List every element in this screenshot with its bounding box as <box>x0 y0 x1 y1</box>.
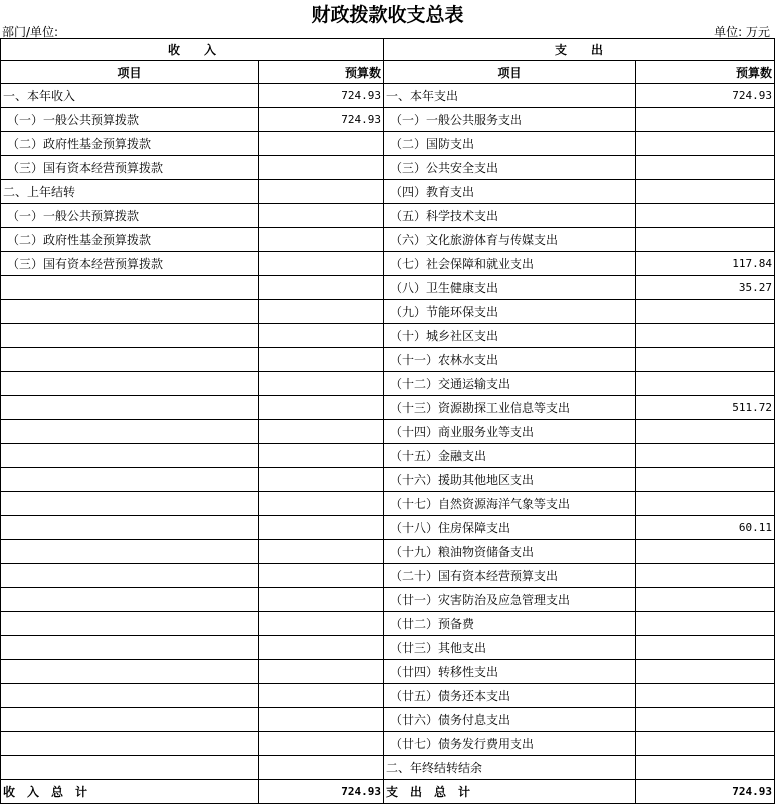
expense-value-cell <box>636 564 775 588</box>
expense-item-cell: （廿七）债务发行费用支出 <box>384 732 636 756</box>
income-item-cell <box>1 300 259 324</box>
income-item-cell <box>1 756 259 780</box>
expense-value-cell <box>636 324 775 348</box>
income-value-cell <box>259 564 384 588</box>
expense-item-cell: （二十）国有资本经营预算支出 <box>384 564 636 588</box>
income-value-cell: 724.93 <box>259 108 384 132</box>
income-item-cell: （二）政府性基金预算拨款 <box>1 228 259 252</box>
income-item-cell <box>1 444 259 468</box>
income-item-cell <box>1 276 259 300</box>
expense-value-cell <box>636 636 775 660</box>
income-value-cell <box>259 540 384 564</box>
income-item-cell <box>1 588 259 612</box>
table-row <box>1 300 775 324</box>
expense-value-cell <box>636 300 775 324</box>
table-row <box>1 348 775 372</box>
expense-item-cell: （十二）交通运输支出 <box>384 372 636 396</box>
income-value-cell <box>259 396 384 420</box>
income-value-cell <box>259 372 384 396</box>
income-budget-header: 预算数 <box>259 61 384 84</box>
table-row <box>1 156 775 180</box>
expense-value-cell <box>636 684 775 708</box>
table-row <box>1 276 775 300</box>
expense-item-header: 项目 <box>384 61 636 84</box>
expense-item-cell: （六）文化旅游体育与传媒支出 <box>384 228 636 252</box>
income-item-cell: 二、上年结转 <box>1 180 259 204</box>
income-item-cell <box>1 540 259 564</box>
income-value-cell <box>259 756 384 780</box>
table-row <box>1 420 775 444</box>
expense-value-cell <box>636 540 775 564</box>
expense-item-cell: （十九）粮油物资储备支出 <box>384 540 636 564</box>
table-row <box>1 372 775 396</box>
expense-value-cell <box>636 708 775 732</box>
income-item-cell <box>1 636 259 660</box>
income-value-cell <box>259 636 384 660</box>
table-row <box>1 204 775 228</box>
expense-value-cell <box>636 732 775 756</box>
expense-item-cell: （九）节能环保支出 <box>384 300 636 324</box>
expense-value-cell: 60.11 <box>636 516 775 540</box>
income-item-cell <box>1 324 259 348</box>
income-value-cell <box>259 324 384 348</box>
income-value-cell <box>259 516 384 540</box>
income-total-label: 收 入 总 计 <box>1 780 259 804</box>
expense-value-cell: 724.93 <box>636 84 775 108</box>
total-row <box>1 780 775 804</box>
income-value-cell <box>259 444 384 468</box>
table-row <box>1 684 775 708</box>
table-row <box>1 108 775 132</box>
income-value-cell <box>259 708 384 732</box>
table-row <box>1 612 775 636</box>
income-total-value: 724.93 <box>259 780 384 804</box>
income-item-cell: （二）政府性基金预算拨款 <box>1 132 259 156</box>
income-item-cell <box>1 492 259 516</box>
income-item-cell: （三）国有资本经营预算拨款 <box>1 252 259 276</box>
section-header-row <box>1 39 775 61</box>
expense-budget-header: 预算数 <box>636 61 775 84</box>
expense-total-value: 724.93 <box>636 780 775 804</box>
expense-value-cell <box>636 180 775 204</box>
table-row <box>1 180 775 204</box>
income-value-cell <box>259 276 384 300</box>
expense-item-cell: （廿一）灾害防治及应急管理支出 <box>384 588 636 612</box>
expense-value-cell <box>636 756 775 780</box>
expense-value-cell <box>636 468 775 492</box>
income-item-cell <box>1 348 259 372</box>
table-row <box>1 468 775 492</box>
income-item-cell: （三）国有资本经营预算拨款 <box>1 156 259 180</box>
budget-summary-table <box>0 38 775 804</box>
expense-value-cell: 511.72 <box>636 396 775 420</box>
department-label: 部门/单位: <box>2 25 59 39</box>
income-item-cell <box>1 420 259 444</box>
expense-item-cell: （四）教育支出 <box>384 180 636 204</box>
expense-value-cell <box>636 444 775 468</box>
table-body <box>1 84 775 780</box>
income-value-cell <box>259 660 384 684</box>
income-item-cell <box>1 396 259 420</box>
expense-item-cell: （十一）农林水支出 <box>384 348 636 372</box>
income-item-cell <box>1 612 259 636</box>
table-row <box>1 492 775 516</box>
income-item-cell <box>1 564 259 588</box>
income-item-cell: 一、本年收入 <box>1 84 259 108</box>
expense-item-cell: （五）科学技术支出 <box>384 204 636 228</box>
income-value-cell <box>259 492 384 516</box>
income-item-cell <box>1 708 259 732</box>
table-row <box>1 588 775 612</box>
expense-section-header: 支 出 <box>384 39 775 61</box>
expense-item-cell: （三）公共安全支出 <box>384 156 636 180</box>
expense-item-cell: （一）一般公共服务支出 <box>384 108 636 132</box>
table-row <box>1 132 775 156</box>
expense-value-cell: 35.27 <box>636 276 775 300</box>
table-row <box>1 564 775 588</box>
income-value-cell <box>259 420 384 444</box>
expense-value-cell <box>636 156 775 180</box>
expense-value-cell <box>636 372 775 396</box>
table-row <box>1 252 775 276</box>
income-item-cell: （一）一般公共预算拨款 <box>1 204 259 228</box>
income-item-cell <box>1 660 259 684</box>
table-row <box>1 228 775 252</box>
expense-item-cell: （十八）住房保障支出 <box>384 516 636 540</box>
income-value-cell <box>259 180 384 204</box>
income-value-cell <box>259 132 384 156</box>
expense-value-cell <box>636 204 775 228</box>
expense-total-label: 支 出 总 计 <box>384 780 636 804</box>
column-header-row <box>1 61 775 84</box>
expense-value-cell: 117.84 <box>636 252 775 276</box>
expense-item-cell: （廿三）其他支出 <box>384 636 636 660</box>
income-value-cell <box>259 204 384 228</box>
income-value-cell <box>259 732 384 756</box>
income-value-cell: 724.93 <box>259 84 384 108</box>
expense-item-cell: （十六）援助其他地区支出 <box>384 468 636 492</box>
expense-item-cell: （廿二）预备费 <box>384 612 636 636</box>
expense-item-cell: （廿六）债务付息支出 <box>384 708 636 732</box>
income-value-cell <box>259 468 384 492</box>
table-row <box>1 756 775 780</box>
table-row <box>1 732 775 756</box>
expense-item-cell: 二、年终结转结余 <box>384 756 636 780</box>
expense-value-cell <box>636 492 775 516</box>
table-row <box>1 636 775 660</box>
income-value-cell <box>259 612 384 636</box>
expense-item-cell: （八）卫生健康支出 <box>384 276 636 300</box>
income-value-cell <box>259 252 384 276</box>
table-row <box>1 324 775 348</box>
table-row <box>1 708 775 732</box>
expense-item-cell: （十四）商业服务业等支出 <box>384 420 636 444</box>
income-item-cell <box>1 372 259 396</box>
income-value-cell <box>259 300 384 324</box>
expense-value-cell <box>636 348 775 372</box>
expense-item-cell: （廿五）债务还本支出 <box>384 684 636 708</box>
income-value-cell <box>259 156 384 180</box>
report-title: 财政拨款收支总表 <box>311 4 464 26</box>
expense-item-cell: （十三）资源勘探工业信息等支出 <box>384 396 636 420</box>
expense-value-cell <box>636 612 775 636</box>
expense-item-cell: （十五）金融支出 <box>384 444 636 468</box>
expense-value-cell <box>636 420 775 444</box>
expense-item-cell: （廿四）转移性支出 <box>384 660 636 684</box>
income-section-header: 收 入 <box>1 39 384 61</box>
income-item-cell <box>1 684 259 708</box>
income-value-cell <box>259 228 384 252</box>
table-row <box>1 444 775 468</box>
expense-item-cell: （二）国防支出 <box>384 132 636 156</box>
expense-value-cell <box>636 228 775 252</box>
table-row <box>1 396 775 420</box>
expense-item-cell: （十七）自然资源海洋气象等支出 <box>384 492 636 516</box>
income-item-header: 项目 <box>1 61 259 84</box>
table-row <box>1 540 775 564</box>
income-value-cell <box>259 588 384 612</box>
expense-value-cell <box>636 132 775 156</box>
income-item-cell <box>1 468 259 492</box>
income-item-cell <box>1 732 259 756</box>
expense-item-cell: （七）社会保障和就业支出 <box>384 252 636 276</box>
table-row <box>1 660 775 684</box>
income-value-cell <box>259 684 384 708</box>
table-row <box>1 84 775 108</box>
expense-value-cell <box>636 660 775 684</box>
table-row <box>1 516 775 540</box>
income-item-cell: （一）一般公共预算拨款 <box>1 108 259 132</box>
expense-value-cell <box>636 588 775 612</box>
income-value-cell <box>259 348 384 372</box>
expense-item-cell: 一、本年支出 <box>384 84 636 108</box>
expense-value-cell <box>636 108 775 132</box>
unit-label: 单位: 万元 <box>714 25 770 39</box>
income-item-cell <box>1 516 259 540</box>
expense-item-cell: （十）城乡社区支出 <box>384 324 636 348</box>
